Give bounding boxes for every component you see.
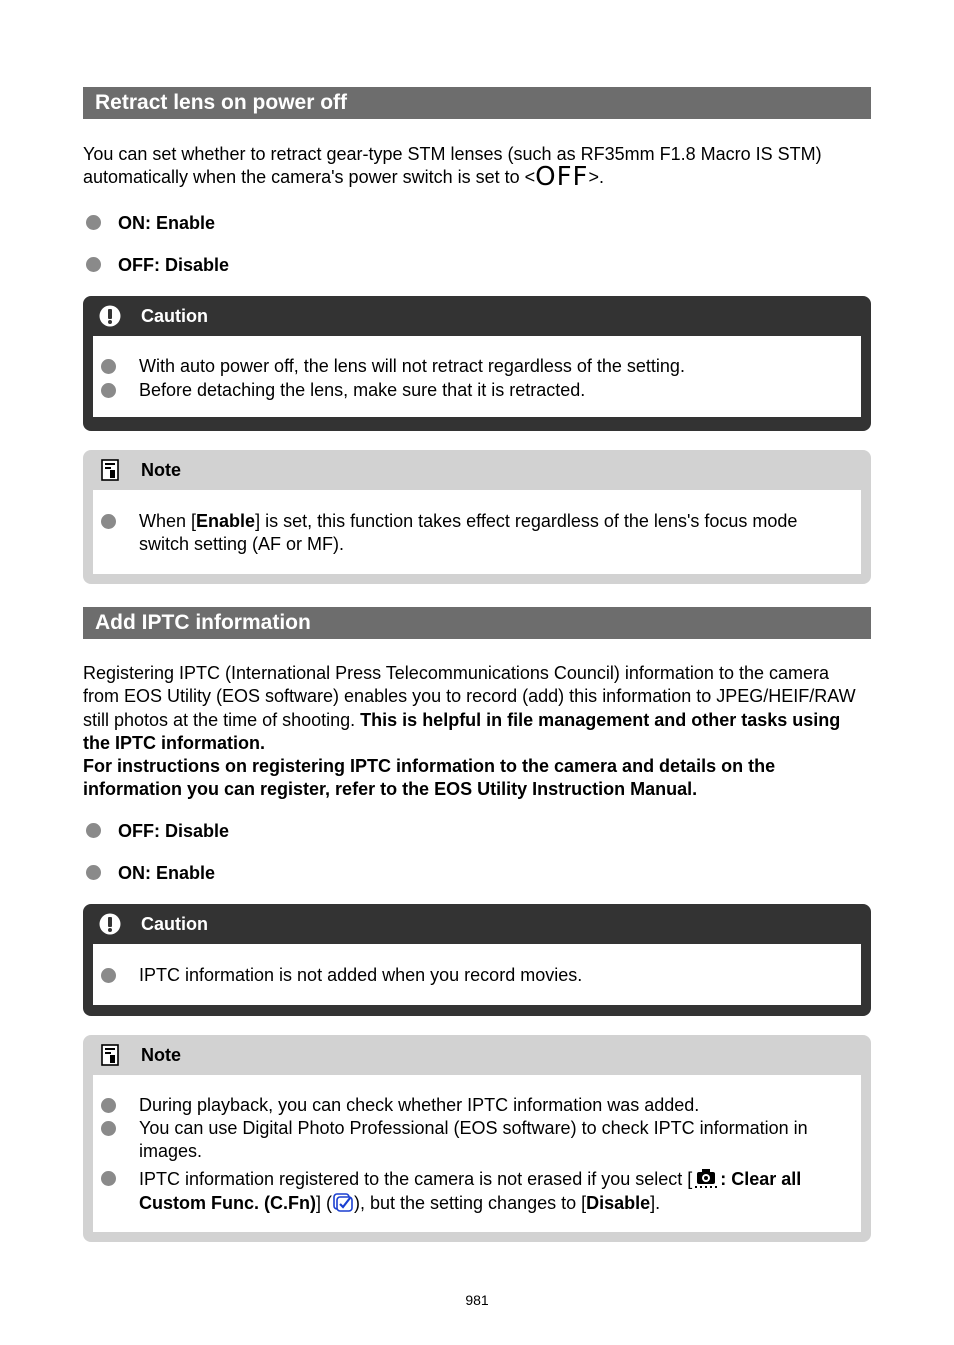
bullet-dot (86, 865, 101, 880)
option-on-enable: ON: Enable (86, 862, 101, 884)
caution-title: Caution (141, 914, 208, 934)
option-off-disable: OFF: Disable (86, 820, 101, 842)
caution-title: Caution (141, 306, 208, 326)
bullet-dot (86, 215, 101, 230)
retract-intro-text: You can set whether to retract gear-type STM lenses (such as RF35mm F1.8 Macro IS STM) automatically when the camera's power switch is set to <OFF>. (83, 144, 822, 193)
section-title-add-iptc: Add IPTC information (83, 607, 871, 639)
exclamation-icon (99, 305, 121, 327)
note-title: Note (141, 1045, 181, 1065)
memo-icon (99, 459, 121, 481)
note-title: Note (141, 460, 181, 480)
off-symbol: OFF (535, 162, 589, 193)
note-box: Note When [Enable] is set, this function takes effect regardless of the lens's focus mode switch setting (AF or MF). (83, 450, 871, 584)
iptc-intro-text: Registering IPTC (International Press Telecommunications Council) information to the camera from EOS Utility (EOS software) enables you to record (add) this information to JPEG/HEIF/RAW still photos at the time of shooting. This is helpful in file management and other tasks using the IPTC information. For instructions on registering IPTC information to the camera and details on the information you can register, refer to the EOS Utility Instruction Manual. (83, 663, 856, 800)
caution-box: Caution IPTC information is not added when you record movies. (83, 904, 871, 1016)
section-title-retract-lens: Retract lens on power off (83, 87, 871, 119)
page-number: 981 (465, 1292, 489, 1308)
camera-icon (692, 1167, 720, 1189)
option-on-enable: ON: Enable (86, 212, 101, 234)
bullet-dot (86, 823, 101, 838)
option-off-disable: OFF: Disable (86, 254, 101, 276)
checkmark-link-icon[interactable] (332, 1191, 354, 1213)
caution-box: Caution With auto power off, the lens will not retract regardless of the setting. Before detaching the lens, make sure that it is retracted. (83, 296, 871, 431)
memo-icon (99, 1044, 121, 1066)
bullet-dot (86, 257, 101, 272)
exclamation-icon (99, 913, 121, 935)
note-box: Note During playback, you can check whether IPTC information was added. You can use Digital Photo Professional (EOS software) to check IPTC information in images. IPTC information registered to the camera is not erased if you select [ : Clear all Custom Func. (C.Fn)] ( ), but the setting changes to [Disable]. (83, 1035, 871, 1242)
